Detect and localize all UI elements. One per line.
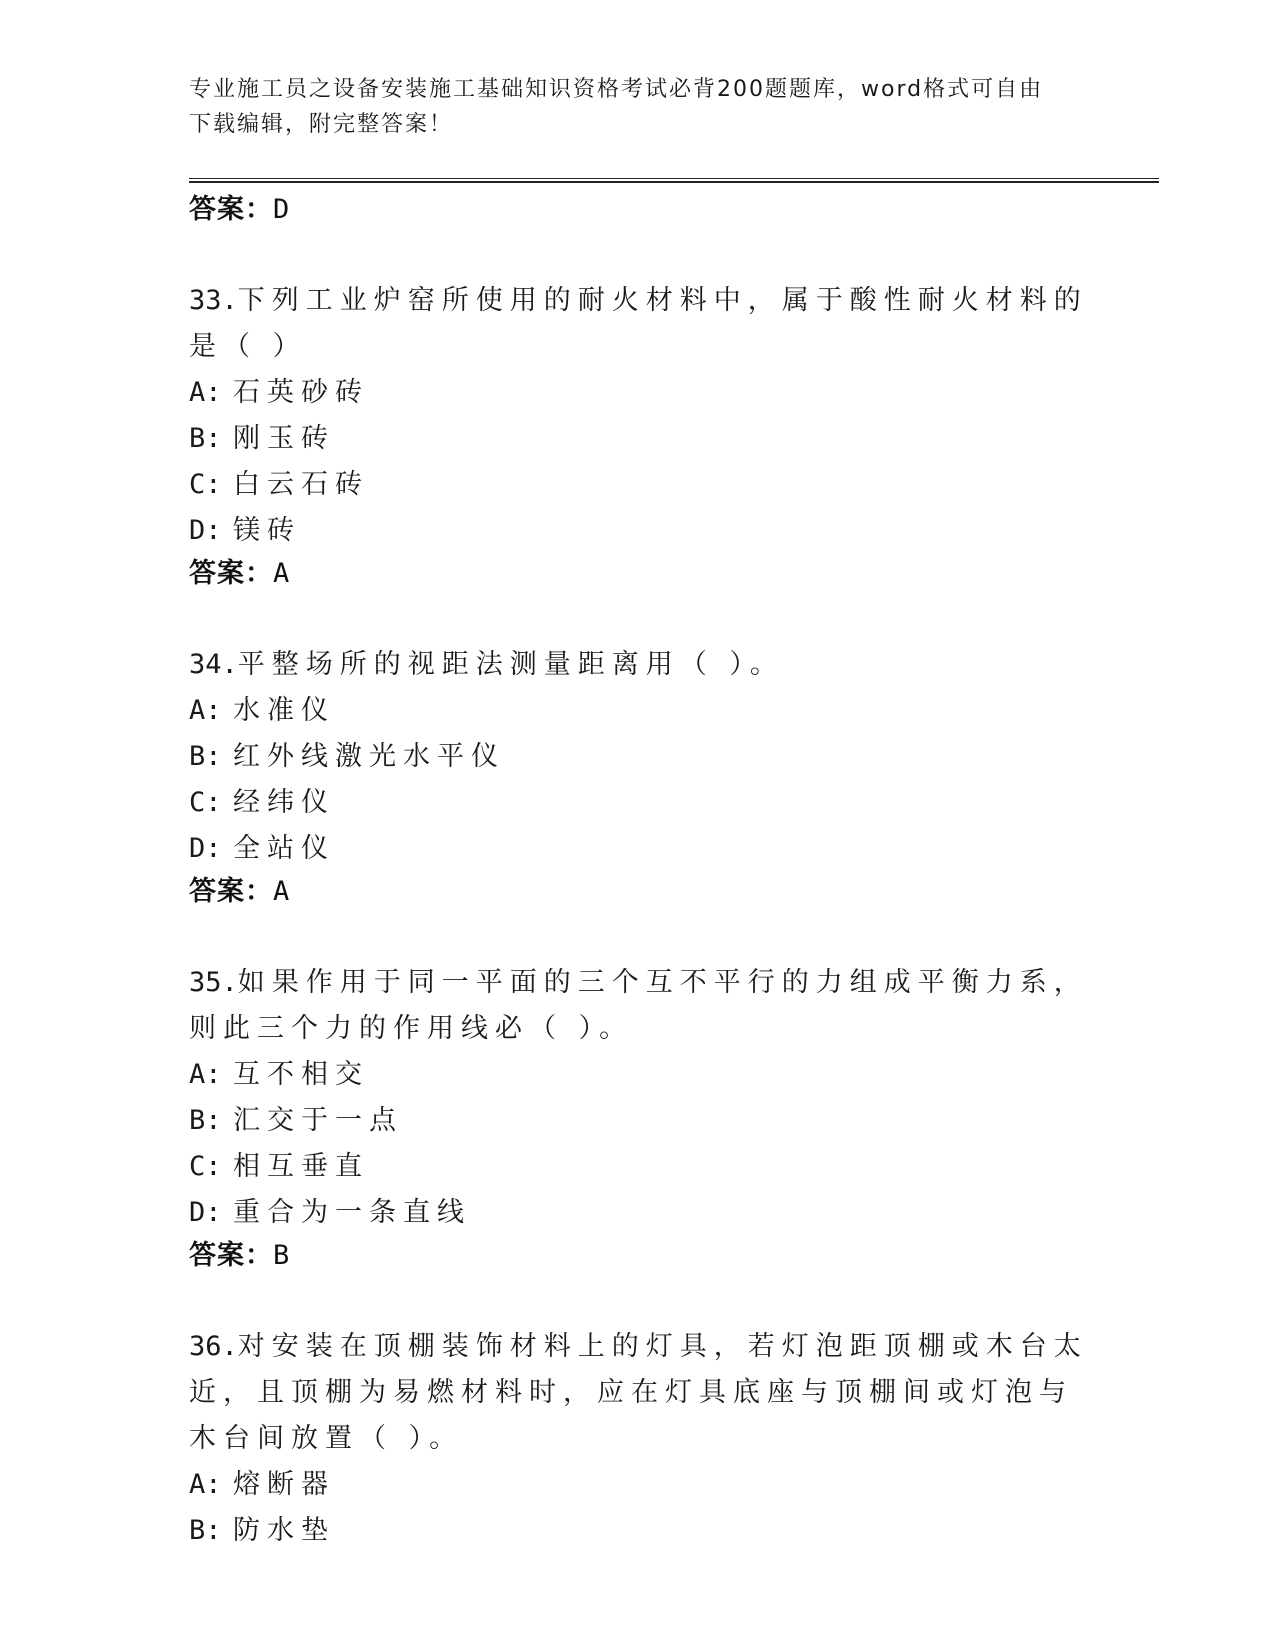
option-d — [189, 508, 1089, 554]
answer-label: 答案： — [189, 194, 273, 225]
option-d — [189, 826, 1089, 872]
question-text — [189, 642, 1089, 688]
question-answer — [189, 554, 1089, 600]
question-block — [189, 278, 1089, 600]
option-text: 刚玉砖 — [233, 423, 335, 454]
question-block — [189, 642, 1089, 918]
option-text: 白云石砖 — [233, 469, 369, 500]
answer-value: A — [273, 876, 291, 907]
option-key: D: — [189, 515, 222, 546]
option-key: B: — [189, 741, 222, 772]
question-stem: 平整场所的视距法测量距离用（ ）。 — [237, 649, 784, 680]
option-text: 经纬仪 — [233, 787, 335, 818]
answer-label: 答案： — [189, 1240, 273, 1271]
option-b — [189, 1098, 1089, 1144]
option-text: 水准仪 — [233, 695, 335, 726]
question-text — [189, 960, 1089, 1052]
option-c — [189, 1144, 1089, 1190]
option-key: A: — [189, 377, 222, 408]
option-text: 重合为一条直线 — [233, 1197, 471, 1228]
question-number: 36. — [189, 1331, 238, 1362]
answer-label: 答案： — [189, 876, 273, 907]
header-line-1: 专业施工员之设备安装施工基础知识资格考试必背200题题库，word格式可自由 — [189, 77, 1044, 102]
question-answer — [189, 872, 1089, 918]
option-text: 互不相交 — [233, 1059, 369, 1090]
option-key: D: — [189, 1197, 222, 1228]
question-stem: 下列工业炉窑所使用的耐火材料中，属于酸性耐火材料的是（ ） — [189, 285, 1088, 362]
question-block — [189, 1324, 1089, 1554]
question-list — [189, 190, 1089, 1554]
option-key: C: — [189, 1151, 222, 1182]
option-a — [189, 1052, 1089, 1098]
option-a — [189, 688, 1089, 734]
header-divider — [189, 178, 1159, 183]
page-header — [189, 72, 1069, 142]
option-text: 熔断器 — [233, 1469, 335, 1500]
option-text: 相互垂直 — [233, 1151, 369, 1182]
option-key: A: — [189, 695, 222, 726]
option-b — [189, 1508, 1089, 1554]
option-key: A: — [189, 1469, 222, 1500]
option-key: D: — [189, 833, 222, 864]
option-key: B: — [189, 1515, 222, 1546]
option-key: C: — [189, 787, 222, 818]
option-b — [189, 416, 1089, 462]
option-text: 汇交于一点 — [233, 1105, 403, 1136]
option-key: B: — [189, 1105, 222, 1136]
option-key: C: — [189, 469, 222, 500]
option-b — [189, 734, 1089, 780]
answer-value: D — [273, 194, 291, 225]
header-line-2: 下载编辑，附完整答案！ — [189, 112, 454, 137]
previous-answer — [189, 190, 1089, 236]
option-d — [189, 1190, 1089, 1236]
option-text: 石英砂砖 — [233, 377, 369, 408]
option-key: A: — [189, 1059, 222, 1090]
question-text — [189, 278, 1089, 370]
answer-label: 答案： — [189, 558, 273, 589]
option-a — [189, 370, 1089, 416]
question-stem: 对安装在顶棚装饰材料上的灯具，若灯泡距顶棚或木台太近，且顶棚为易燃材料时，应在灯具底座与顶棚间或灯泡与木台间放置（ ）。 — [189, 1331, 1088, 1454]
answer-value: B — [273, 1240, 291, 1271]
question-text — [189, 1324, 1089, 1462]
option-text: 镁砖 — [233, 515, 301, 546]
option-text: 红外线激光水平仪 — [233, 741, 505, 772]
question-number: 33. — [189, 285, 238, 316]
option-c — [189, 780, 1089, 826]
option-a — [189, 1462, 1089, 1508]
option-text: 全站仪 — [233, 833, 335, 864]
question-answer — [189, 1236, 1089, 1282]
question-number: 35. — [189, 967, 238, 998]
option-key: B: — [189, 423, 222, 454]
answer-value: A — [273, 558, 291, 589]
option-c — [189, 462, 1089, 508]
question-block — [189, 960, 1089, 1282]
option-text: 防水垫 — [233, 1515, 335, 1546]
question-stem: 如果作用于同一平面的三个互不平行的力组成平衡力系，则此三个力的作用线必（ ）。 — [189, 967, 1088, 1044]
question-number: 34. — [189, 649, 238, 680]
